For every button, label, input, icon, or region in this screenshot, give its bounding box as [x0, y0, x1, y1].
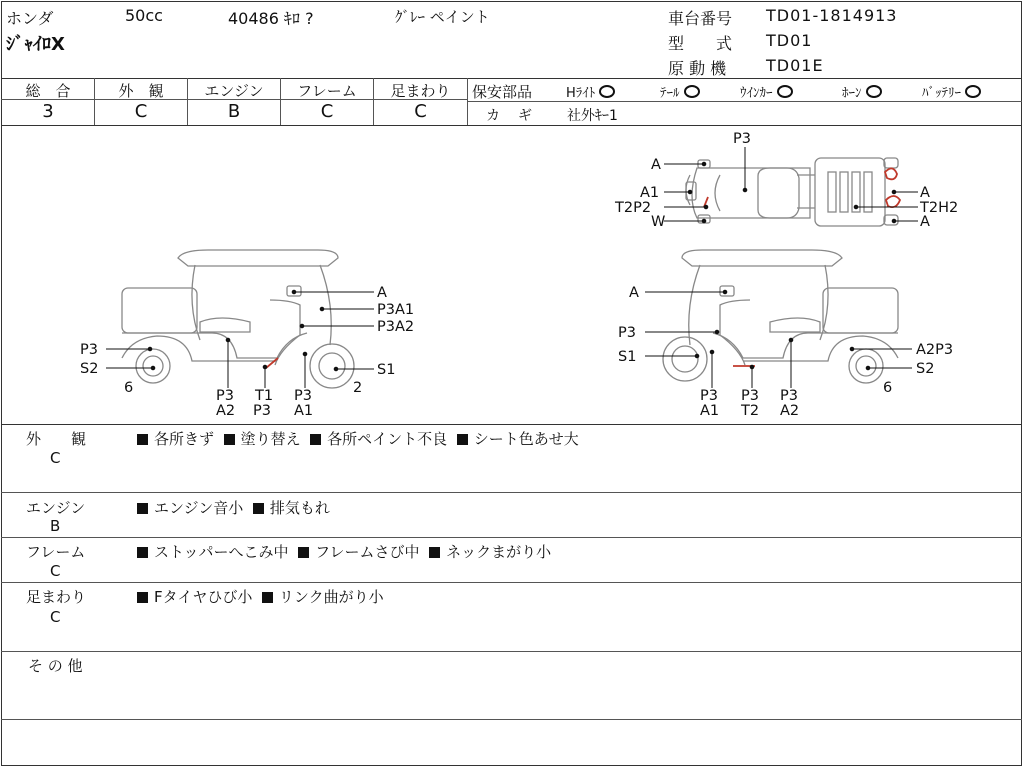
left-side-scooter — [122, 250, 354, 388]
label: S1 — [618, 349, 637, 365]
color: ｸﾞﾚｰ ペイント — [395, 8, 490, 26]
bullet-icon — [137, 547, 148, 558]
bullet-icon — [429, 547, 440, 558]
damage-diagram — [0, 126, 1024, 424]
frame-no: TD01-1814913 — [766, 6, 898, 25]
grade-label: フレーム — [297, 82, 357, 100]
displacement: 50cc — [125, 6, 163, 25]
label: P3A2 — [377, 319, 415, 335]
maker: ホンダ — [6, 9, 54, 28]
bullet-icon — [137, 503, 148, 514]
safety-item-tail: ﾃｰﾙ — [660, 82, 700, 101]
grade-value: C — [320, 101, 334, 122]
label: P3 — [733, 131, 751, 147]
damage-marks — [266, 168, 900, 368]
grade-label: 総 合 — [25, 82, 71, 100]
label: P3 — [253, 403, 271, 419]
label: 2 — [353, 380, 363, 396]
ok-circle-icon — [684, 85, 700, 98]
label: S2 — [80, 361, 99, 377]
grade-value: 3 — [42, 101, 54, 122]
grade-value: B — [227, 101, 241, 122]
engine-label: 原 動 機 — [668, 59, 727, 78]
remark-grade: C — [50, 449, 61, 467]
remark-label: 足まわり — [26, 588, 87, 606]
remark-items: ストッパーへこみ中 フレームさび中 ネックまがり小 — [137, 541, 551, 562]
label: P3 — [216, 388, 234, 404]
label: A2P3 — [916, 342, 954, 358]
label: P3 — [618, 325, 636, 341]
bullet-icon — [137, 592, 148, 603]
ok-circle-icon — [599, 85, 615, 98]
bullet-icon — [310, 434, 321, 445]
type-label: 型 式 — [668, 34, 733, 53]
engine-value: TD01E — [766, 56, 824, 75]
type-value: TD01 — [766, 31, 813, 50]
remark-label: そ の 他 — [28, 657, 83, 675]
ok-circle-icon — [777, 85, 793, 98]
label: 6 — [883, 380, 893, 396]
remark-items: エンジン音小 排気もれ — [137, 497, 330, 518]
remark-label: フレーム — [26, 543, 86, 561]
model-name: ｼﾞｬｲﾛX — [6, 34, 65, 55]
safety-item-winker: ｳｲﾝｶｰ — [740, 82, 793, 101]
key-value: 社外ｷｰ1 — [567, 108, 618, 124]
label: P3 — [780, 388, 798, 404]
remark-grade: C — [50, 562, 61, 580]
label: A — [377, 285, 387, 301]
label: A — [651, 157, 661, 173]
label: P3 — [741, 388, 759, 404]
label: W — [651, 214, 666, 230]
bullet-icon — [457, 434, 468, 445]
grade-value: C — [414, 101, 427, 122]
top-view-scooter — [686, 158, 898, 226]
label: S2 — [916, 361, 935, 377]
bullet-icon — [298, 547, 309, 558]
bullet-icon — [224, 434, 235, 445]
bullet-icon — [262, 592, 273, 603]
label: A — [920, 185, 930, 201]
key-label: カ ギ — [486, 108, 534, 124]
grade-value: C — [134, 101, 148, 122]
safety-item-horn: ﾎｰﾝ — [842, 82, 882, 101]
safety-label: 保安部品 — [472, 83, 533, 101]
grade-label: 足まわり — [390, 82, 451, 100]
label: T2 — [741, 403, 760, 419]
remark-label: 外 観 — [26, 430, 87, 448]
frame-no-label: 車台番号 — [668, 9, 733, 28]
label: P3 — [700, 388, 718, 404]
label: A1 — [700, 403, 720, 419]
label: T2H2 — [920, 200, 959, 216]
label: P3 — [80, 342, 98, 358]
ok-circle-icon — [866, 85, 882, 98]
right-side-scooter — [663, 250, 898, 383]
label: P3 — [294, 388, 312, 404]
remark-grade: B — [50, 517, 61, 535]
remark-grade: C — [50, 608, 61, 626]
grade-label: エンジン — [204, 82, 264, 100]
label: A1 — [640, 185, 660, 201]
grade-label: 外 観 — [118, 82, 164, 100]
label: A2 — [780, 403, 800, 419]
label: P3A1 — [377, 302, 415, 318]
mileage: 40486 ｷﾛ ? — [228, 9, 314, 28]
label: T2P2 — [615, 200, 652, 216]
label: S1 — [377, 362, 396, 378]
remark-items: 各所きず 塗り替え 各所ペイント不良 シート色あせ大 — [137, 428, 579, 449]
safety-item-headlight: Hﾗｲﾄ — [566, 82, 615, 101]
label: 6 — [124, 380, 134, 396]
label: A1 — [294, 403, 314, 419]
label: T1 — [255, 388, 274, 404]
ok-circle-icon — [965, 85, 981, 98]
label: A — [629, 285, 639, 301]
bullet-icon — [253, 503, 264, 514]
label: A2 — [216, 403, 236, 419]
label: A — [920, 214, 930, 230]
remark-items: Fタイヤひび小 リンク曲がり小 — [137, 586, 384, 607]
remark-label: エンジン — [26, 499, 86, 517]
bullet-icon — [137, 434, 148, 445]
safety-item-battery: ﾊﾞｯﾃﾘｰ — [922, 82, 981, 101]
